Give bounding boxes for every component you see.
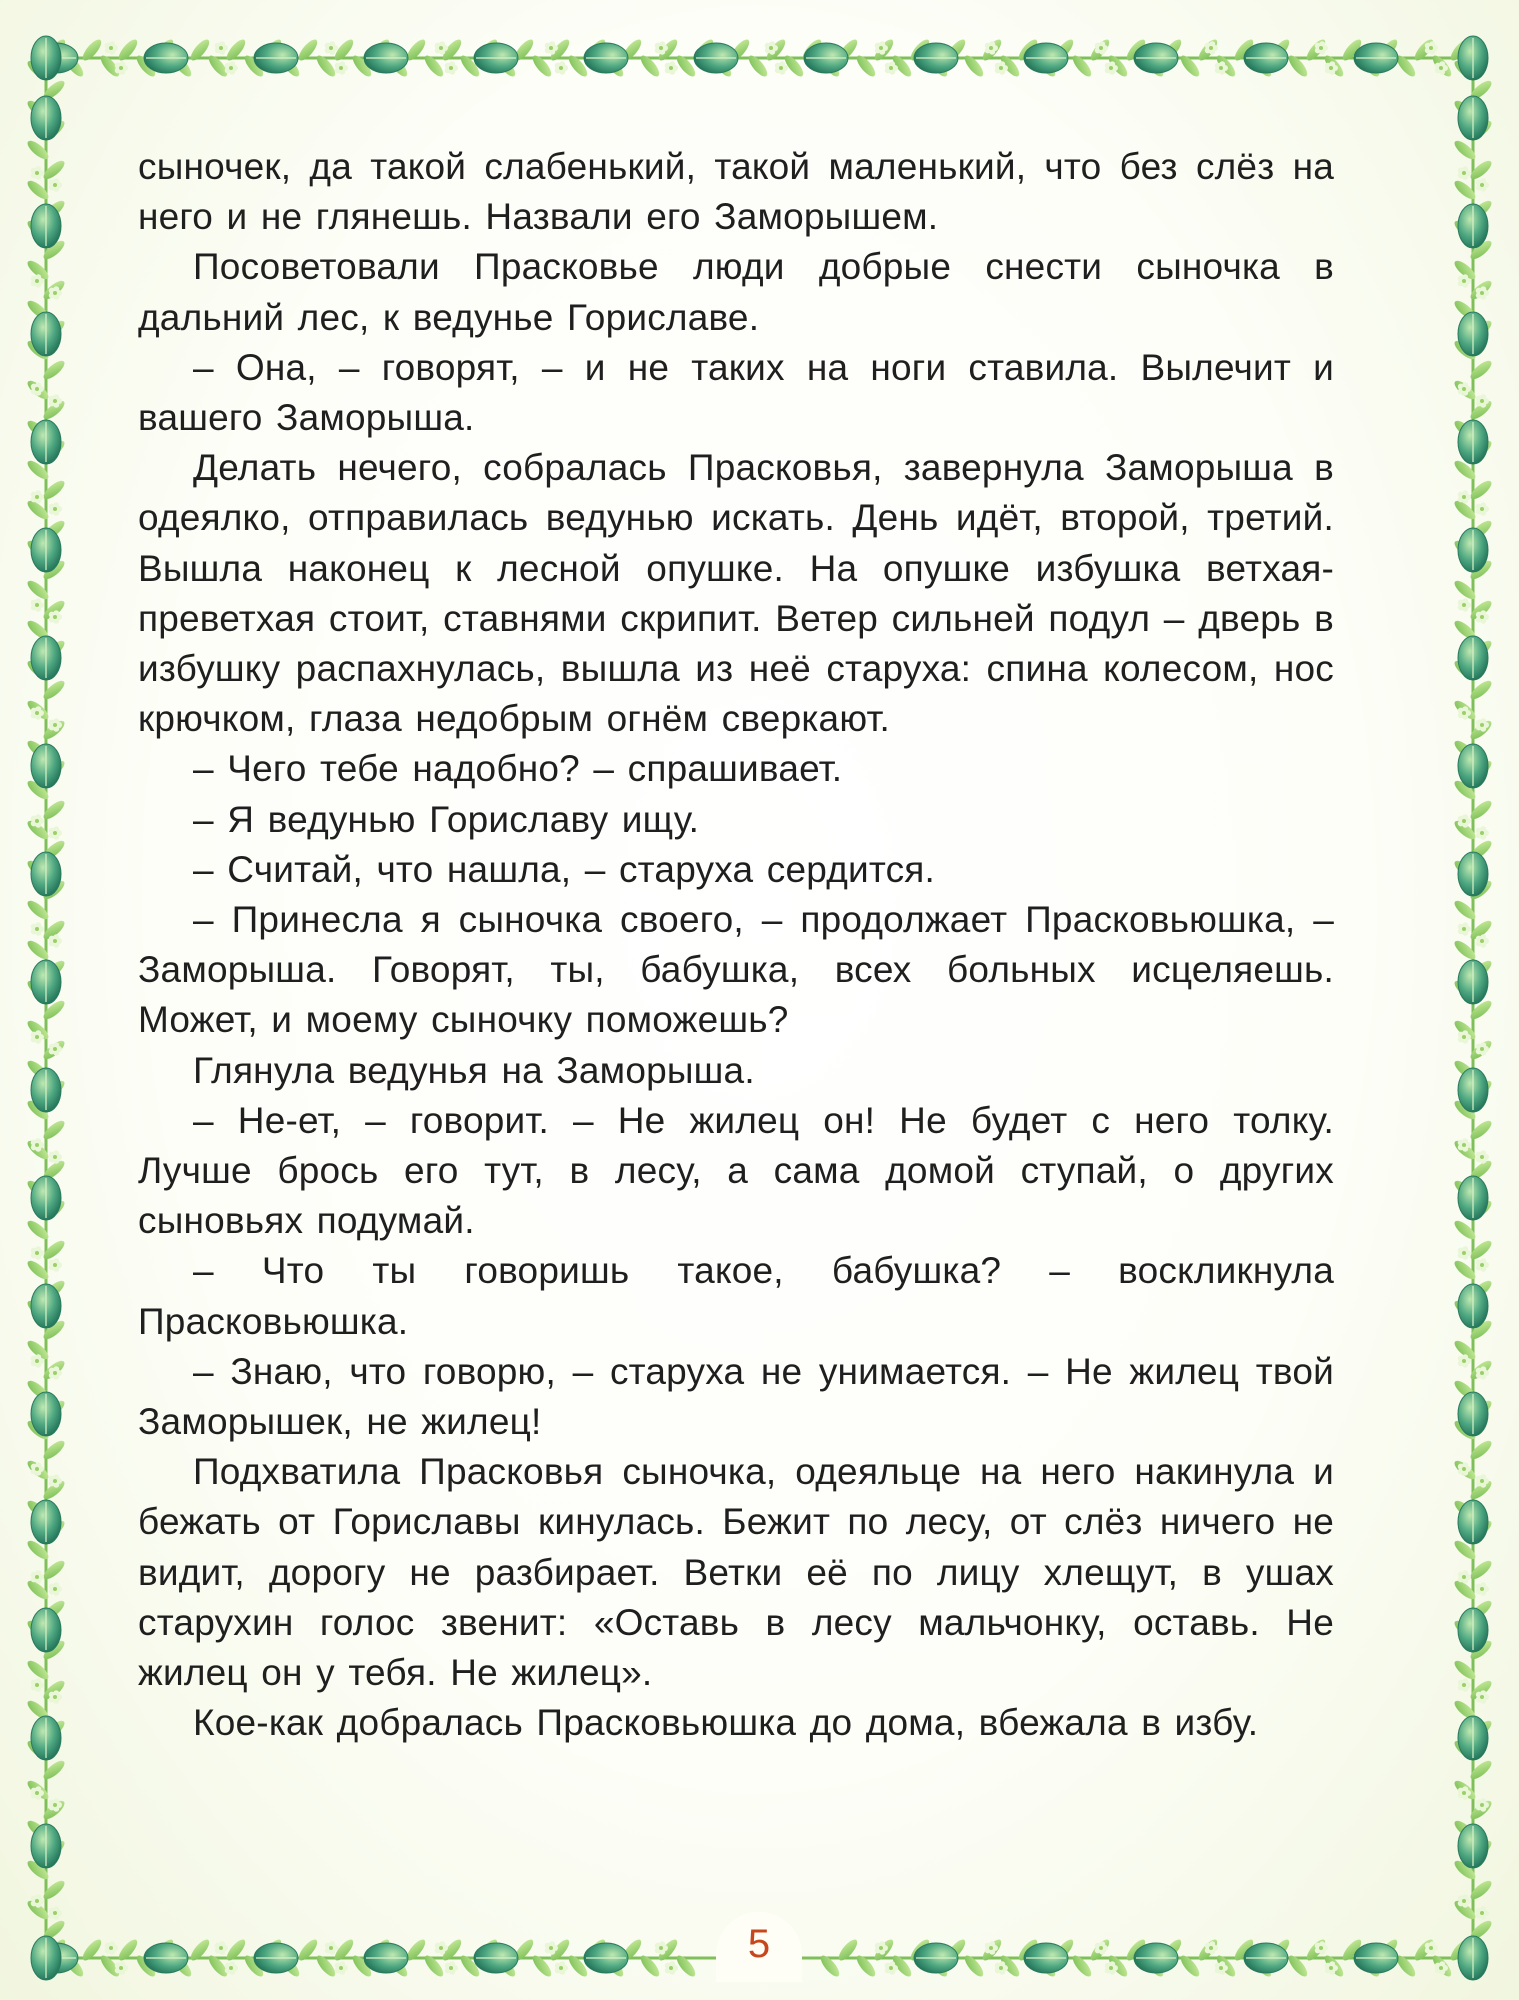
flower-center: [1462, 1143, 1466, 1147]
flower-center: [889, 66, 893, 70]
paragraph: – Чего тебе надобно? – спрашивает.: [193, 748, 843, 790]
flower-center: [35, 495, 39, 499]
flower-center: [1480, 1047, 1484, 1051]
page-number: 5: [747, 1922, 771, 1966]
flower-center: [449, 1966, 453, 1970]
flower-center: [669, 1966, 673, 1970]
flower-center: [35, 1791, 39, 1795]
flower-center: [989, 1946, 993, 1950]
flower-center: [1429, 1946, 1433, 1950]
flower-center: [1429, 46, 1433, 50]
flower-center: [35, 1683, 39, 1687]
flower-center: [1462, 927, 1466, 931]
flower-center: [779, 66, 783, 70]
flower-center: [53, 291, 57, 295]
flower-center: [1462, 1791, 1466, 1795]
flower-center: [35, 603, 39, 607]
flower-center: [1480, 831, 1484, 835]
flower-center: [35, 819, 39, 823]
flower-center: [1462, 711, 1466, 715]
flower-center: [1480, 1587, 1484, 1591]
paragraph: Посоветовали Прасковье люди добрые снести сыночка в дальний лес, к ведунье Гориславе.: [138, 246, 1334, 338]
flower-center: [1462, 819, 1466, 823]
flower-center: [1480, 1479, 1484, 1483]
paragraph: Глянула ведунья на Заморыша.: [193, 1049, 755, 1091]
flower-center: [53, 1803, 57, 1807]
flower-center: [53, 399, 57, 403]
flower-center: [219, 46, 223, 50]
flower-center: [53, 507, 57, 511]
flower-center: [559, 66, 563, 70]
flower-center: [35, 1143, 39, 1147]
flower-center: [53, 1911, 57, 1915]
flower-center: [1480, 1803, 1484, 1807]
flower-center: [1462, 1467, 1466, 1471]
flower-center: [1462, 1575, 1466, 1579]
flower-center: [329, 1946, 333, 1950]
flower-center: [35, 171, 39, 175]
flower-center: [439, 1946, 443, 1950]
flower-center: [1480, 1695, 1484, 1699]
flower-center: [119, 1966, 123, 1970]
flower-center: [1219, 66, 1223, 70]
flower-center: [1462, 1251, 1466, 1255]
flower-center: [229, 66, 233, 70]
flower-center: [35, 711, 39, 715]
page-number-badge: [716, 1912, 802, 1982]
paragraph: – Принесла я сыночка своего, – продолжает Прасковьюшка, – Заморыша. Говорят, ты, бабушка, всех больных исцеляешь. Может, и моему сыночку поможешь?: [138, 899, 1334, 1041]
flower-center: [339, 1966, 343, 1970]
flower-center: [329, 46, 333, 50]
flower-center: [53, 183, 57, 187]
flower-center: [53, 1371, 57, 1375]
flower-center: [53, 939, 57, 943]
flower-center: [1480, 723, 1484, 727]
paragraph: – Я ведунью Гориславу ищу.: [193, 798, 700, 840]
flower-center: [109, 1946, 113, 1950]
flower-center: [1219, 1966, 1223, 1970]
flower-center: [109, 46, 113, 50]
flower-center: [53, 723, 57, 727]
flower-center: [1462, 1035, 1466, 1039]
flower-center: [53, 615, 57, 619]
flower-center: [1462, 387, 1466, 391]
flower-center: [35, 927, 39, 931]
story-text: [138, 142, 1334, 1749]
flower-center: [1099, 46, 1103, 50]
paragraph: – Не-ет, – говорит. – Не жилец он! Не будет с него толку. Лучше брось его тут, в лесу, а сама домой ступай, о других сыновьях подумай.: [138, 1099, 1334, 1242]
flower-center: [1480, 507, 1484, 511]
flower-center: [1329, 1966, 1333, 1970]
flower-center: [999, 1966, 1003, 1970]
paragraph: – Что ты говоришь такое, бабушка? – воскликнула Прасковьюшка.: [138, 1250, 1334, 1342]
flower-center: [1462, 495, 1466, 499]
flower-center: [1209, 1946, 1213, 1950]
paragraph: – Знаю, что говорю, – старуха не унимается. – Не жилец твой Заморышек, не жилец!: [138, 1350, 1334, 1443]
flower-center: [35, 387, 39, 391]
flower-center: [119, 66, 123, 70]
flower-center: [1462, 1899, 1466, 1903]
flower-center: [549, 1946, 553, 1950]
flower-center: [1480, 399, 1484, 403]
flower-center: [1480, 1911, 1484, 1915]
flower-center: [339, 66, 343, 70]
flower-center: [1109, 1966, 1113, 1970]
flower-center: [1319, 46, 1323, 50]
flower-center: [35, 1467, 39, 1471]
flower-center: [35, 1359, 39, 1363]
flower-center: [669, 66, 673, 70]
flower-center: [35, 279, 39, 283]
flower-center: [449, 66, 453, 70]
flower-center: [1209, 46, 1213, 50]
flower-center: [35, 1251, 39, 1255]
paragraph: – Она, – говорят, – и не таких на ноги ставила. Вылечит и вашего Заморыша.: [138, 346, 1334, 439]
flower-center: [1462, 279, 1466, 283]
flower-center: [659, 1946, 663, 1950]
flower-center: [1462, 1359, 1466, 1363]
flower-center: [1480, 183, 1484, 187]
flower-center: [1319, 1946, 1323, 1950]
flower-center: [879, 46, 883, 50]
flower-center: [659, 46, 663, 50]
flower-center: [53, 1047, 57, 1051]
flower-center: [53, 831, 57, 835]
flower-center: [53, 1695, 57, 1699]
flower-center: [1099, 1946, 1103, 1950]
flower-center: [229, 1966, 233, 1970]
flower-center: [1480, 939, 1484, 943]
flower-center: [1329, 66, 1333, 70]
flower-center: [1480, 1263, 1484, 1267]
flower-center: [35, 1899, 39, 1903]
flower-center: [999, 66, 1003, 70]
flower-center: [889, 1966, 893, 1970]
flower-center: [53, 1155, 57, 1159]
flower-center: [1480, 1155, 1484, 1159]
flower-center: [1480, 291, 1484, 295]
flower-center: [1480, 615, 1484, 619]
paragraph: Подхватила Прасковья сыночка, одеяльце на него накинула и бежать от Гориславы кинулась. Бежит по лесу, от слёз ничего не видит, дорогу не разбирает. Ветки её по лицу хлещут, в ушах старухин голос звенит: «Оставь в лесу мальчонку, оставь. Не жилец он у тебя. Не жилец».: [138, 1451, 1334, 1694]
flower-center: [1480, 1371, 1484, 1375]
flower-center: [53, 1263, 57, 1267]
flower-center: [1462, 1683, 1466, 1687]
paragraph: Кое-как добралась Прасковьюшка до дома, вбежала в избу.: [193, 1702, 1259, 1744]
flower-center: [35, 1575, 39, 1579]
flower-center: [769, 46, 773, 50]
flower-center: [1439, 66, 1443, 70]
paragraph: сыночек, да такой слабенький, такой маленький, что без слёз на него и не глянешь. Назвали его Заморышем.: [138, 146, 1334, 238]
flower-center: [989, 46, 993, 50]
flower-center: [439, 46, 443, 50]
flower-center: [1439, 1966, 1443, 1970]
flower-center: [1462, 603, 1466, 607]
paragraph: Делать нечего, собралась Прасковья, завернула Заморыша в одеялко, отправилась ведунью искать. День идёт, второй, третий. Вышла наконец к лесной опушке. На опушке избушка ветхая-преветхая стоит, ставнями скрипит. Ветер сильней подул – дверь в избушку распахнулась, вышла из неё старуха: спина колесом, нос крючком, глаза недобрым огнём сверкают.: [138, 447, 1334, 740]
flower-center: [53, 1479, 57, 1483]
flower-center: [559, 1966, 563, 1970]
flower-center: [1109, 66, 1113, 70]
flower-center: [219, 1946, 223, 1950]
flower-center: [1462, 171, 1466, 175]
flower-center: [879, 1946, 883, 1950]
flower-center: [35, 1035, 39, 1039]
flower-center: [53, 1587, 57, 1591]
paragraph: – Считай, что нашла, – старуха сердится.: [193, 848, 936, 890]
flower-center: [549, 46, 553, 50]
